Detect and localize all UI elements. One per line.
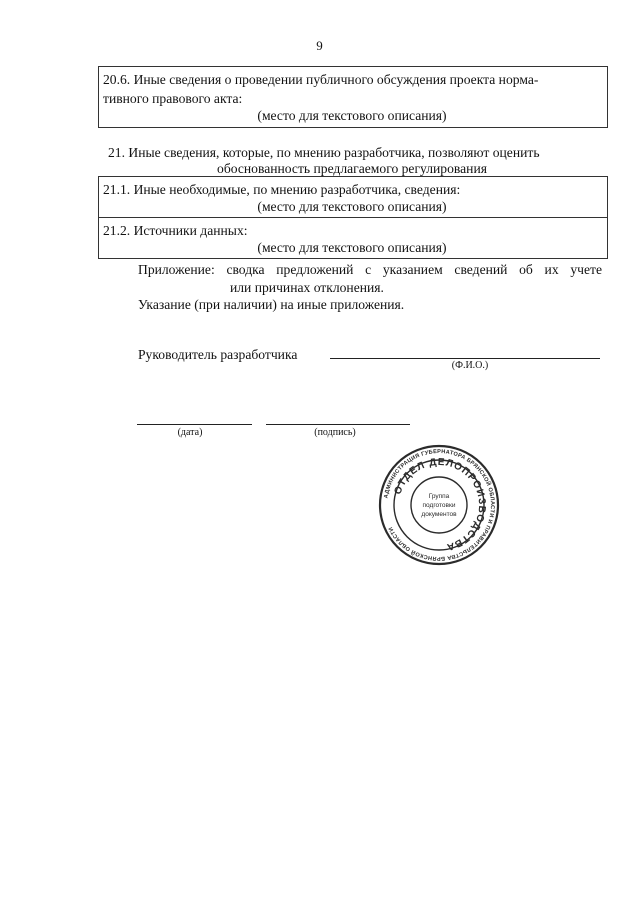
- svg-text:документов: документов: [421, 511, 457, 518]
- stamp-seal-graphic: [378, 444, 500, 566]
- section-21-1-label: 21.1. Иные необходимые, по мнению разработчика, сведения:: [103, 182, 461, 197]
- svg-text:Группа: Группа: [428, 493, 450, 500]
- appendix-line3: Указание (при наличии) на иные приложения.: [138, 297, 405, 312]
- section-21-heading-line1: 21. Иные сведения, которые, по мнению разработчика, позволяют оценить: [108, 145, 540, 160]
- section-21-2-placeholder: (место для текстового описания): [257, 240, 447, 255]
- section-21-1-placeholder: (место для текстового описания): [257, 199, 447, 214]
- fio-caption: (Ф.И.О.): [451, 360, 489, 371]
- section-21-2-label: 21.2. Источники данных:: [103, 223, 248, 238]
- section-20-6-line2: тивного правового акта:: [103, 91, 243, 106]
- appendix-line1: Приложение: сводка предложений с указанием сведений об их учете: [138, 262, 602, 277]
- section-20-6-placeholder: (место для текстового описания): [257, 108, 447, 123]
- date-caption: (дата): [177, 427, 203, 438]
- svg-text:подготовки: подготовки: [422, 502, 456, 509]
- page-number: 9: [316, 38, 323, 53]
- section-20-6-line1: 20.6. Иные сведения о проведении публичного обсуждения проекта норма-: [103, 72, 539, 87]
- date-line: [137, 424, 252, 425]
- head-of-developer-label: Руководитель разработчика: [138, 347, 298, 362]
- round-stamp: [378, 444, 500, 566]
- svg-text:АДМИНИСТРАЦИЯ ГУБЕРНАТОРА БРЯН: АДМИНИСТРАЦИЯ ГУБЕРНАТОРА БРЯНСКОЙ ОБЛАСТИ И ПРАВИТЕЛЬСТВА БРЯНСКОЙ ОБЛАСТИ: [383, 448, 496, 562]
- signature-line: [266, 424, 410, 425]
- fio-signature-line: [330, 358, 600, 359]
- appendix-line2: или причинах отклонения.: [230, 280, 384, 295]
- signature-caption: (подпись): [314, 427, 356, 438]
- section-21-heading-line2: обоснованность предлагаемого регулирования: [217, 161, 487, 176]
- svg-text:ОТДЕЛ ДЕЛОПРОИЗВОДСТВА: ОТДЕЛ ДЕЛОПРОИЗВОДСТВА: [392, 456, 488, 553]
